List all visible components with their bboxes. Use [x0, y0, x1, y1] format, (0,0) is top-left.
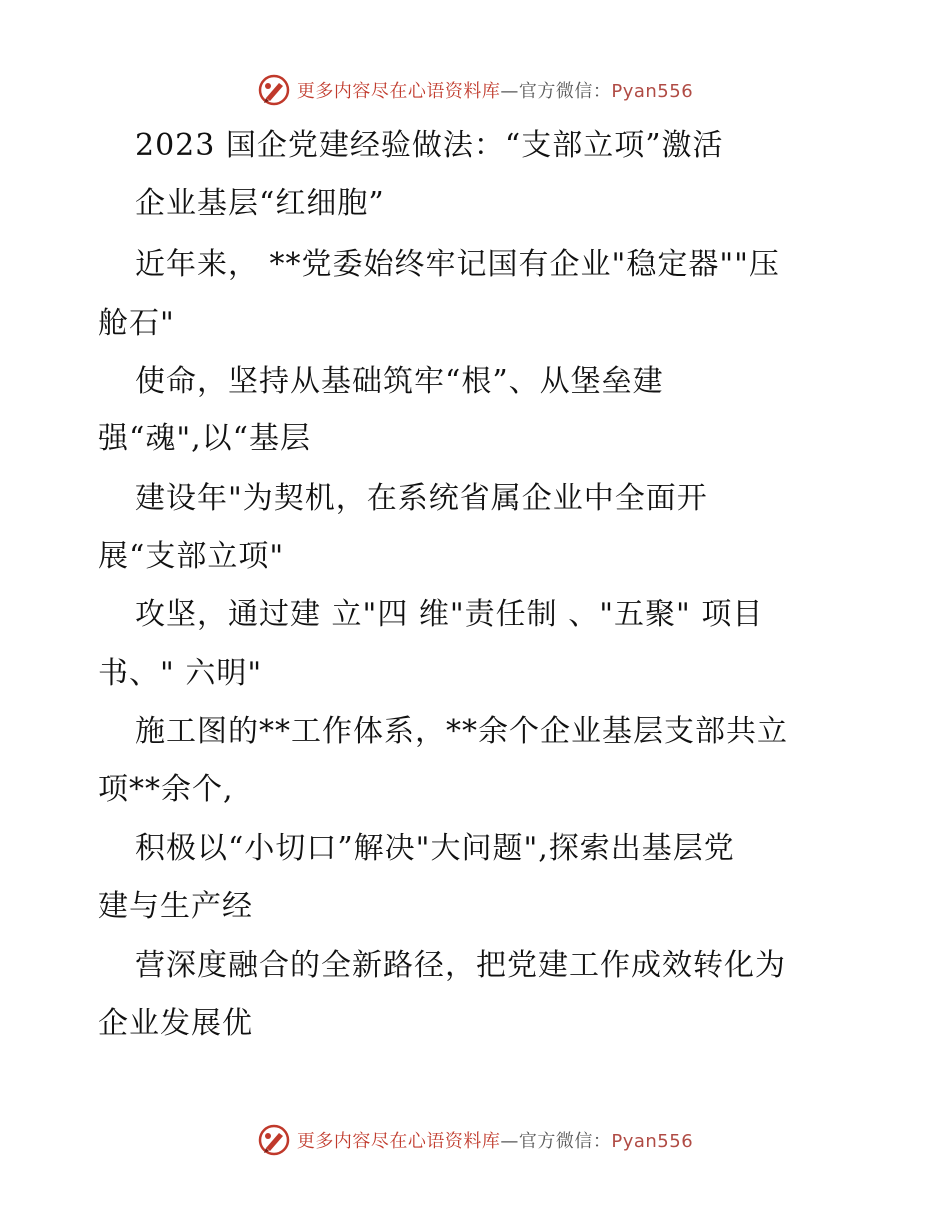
doc-line-5: 使命，坚持从基础筑牢“根”、从堡垒建 [135, 364, 664, 399]
doc-line-14: 建与生产经 [98, 889, 253, 924]
doc-line-16: 企业发展优 [98, 1006, 253, 1041]
doc-line-6: 强“魂",以“基层 [98, 421, 312, 456]
header-banner-label: 官方微信： [518, 81, 612, 102]
doc-line-12: 项**余个, [98, 772, 234, 807]
header-banner-dash: — [500, 81, 519, 102]
header-banner-title: 更多内容尽在心语资料库 [296, 81, 501, 102]
footer-banner-wechat-id: Pyan556 [611, 1131, 694, 1152]
doc-line-11: 施工图的**工作体系，**余个企业基层支部共立 [135, 714, 788, 749]
footer-banner-title: 更多内容尽在心语资料库 [296, 1131, 501, 1152]
header-banner [0, 70, 950, 110]
footer-banner [0, 1120, 950, 1160]
doc-line-1: 2023 国企党建经验做法：“支部立项”激活 [135, 128, 724, 163]
doc-line-8: 展“支部立项" [98, 539, 285, 574]
doc-line-15: 营深度融合的全新路径，把党建工作成效转化为 [135, 948, 786, 983]
pen-logo-icon [257, 73, 291, 107]
doc-line-2: 企业基层“红细胞” [135, 186, 385, 221]
footer-banner-text [297, 1127, 693, 1153]
header-banner-wechat-id: Pyan556 [611, 81, 694, 102]
doc-line-7: 建设年"为契机，在系统省属企业中全面开 [135, 481, 708, 516]
doc-line-10: 书、" 六明" [98, 656, 263, 691]
doc-line-3: 近年来， **党委始终牢记国有企业"稳定器""压 [135, 247, 780, 282]
doc-line-4: 舱石" [98, 306, 175, 341]
pen-logo-icon [257, 1123, 291, 1157]
footer-banner-dash: — [500, 1131, 519, 1152]
footer-banner-label: 官方微信： [518, 1131, 612, 1152]
header-banner-text [297, 77, 693, 103]
doc-line-13: 积极以“小切口”解决"大问题",探索出基层党 [135, 831, 735, 866]
doc-line-9: 攻坚，通过建 立"四 维"责任制 、"五聚" 项目 [135, 597, 764, 632]
